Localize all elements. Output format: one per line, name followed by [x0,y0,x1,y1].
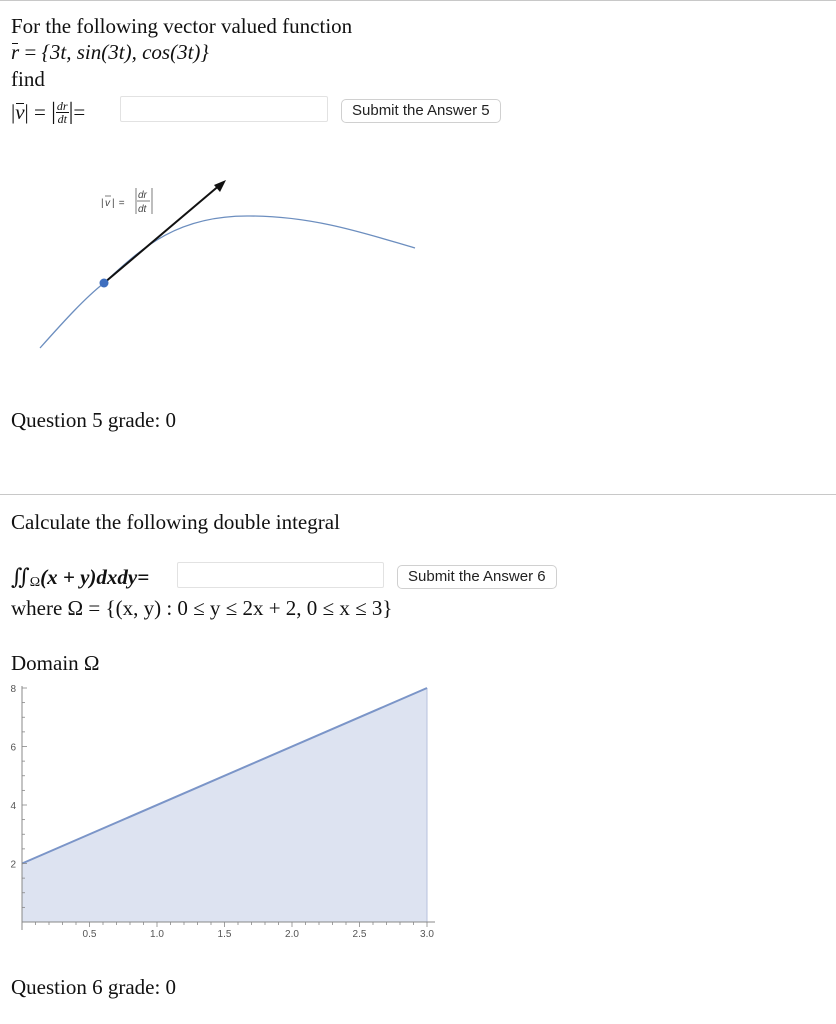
double-integral-symbol: ∬ [11,564,30,589]
dr-dt-fraction: $\frac{dr}{dt}$ [56,98,68,126]
y-tick-label: 4 [10,801,16,812]
x-tick-label: 1.5 [217,929,232,940]
svg-text:|: | [101,198,104,209]
q6-grade: Question 6 grade: 0 [11,975,177,999]
arrowhead-icon [214,180,226,192]
q6-intro: Calculate the following double integral [11,510,340,534]
svg-text:dr: dr [138,190,147,201]
y-tick-label: 8 [10,684,16,695]
q5-function: r = {3t, sin(3t), cos(3t)} [11,40,209,64]
r-vector-symbol: r [11,40,20,64]
svg-text:=: = [116,198,128,209]
integrand: (x + y)dxdy= [40,565,150,589]
answer-5-input[interactable] [120,96,328,122]
answer-6-input[interactable] [177,562,384,588]
q6-integral [11,563,149,591]
svg-text:|: | [112,198,115,209]
q5-find: find [11,67,45,91]
q5-intro: For the following vector valued function [11,14,353,38]
q5-prompt: | v | = | $\frac{dr}{dt}$ | = [11,98,86,126]
x-tick-label: 3.0 [420,929,434,940]
curve-r-t [40,216,415,348]
domain-title: Domain Ω [11,651,100,675]
domain-chart [0,676,450,946]
y-tick-label: 6 [10,742,16,754]
x-tick-label: 0.5 [82,929,97,940]
svg-text:v: v [105,198,110,209]
svg-text:dt: dt [138,204,147,215]
x-tick-label: 1.0 [150,929,164,940]
domain-region [22,688,427,922]
domain-definition: where Ω = {(x, y) : 0 ≤ y ≤ 2x + 2, 0 ≤ x ≤ 3} [11,596,393,620]
tangent-vector-figure [0,170,440,360]
q5-grade: Question 5 grade: 0 [11,408,177,432]
x-tick-label: 2.5 [352,929,367,940]
question-divider [0,494,836,495]
x-tick-label: 2.0 [285,929,299,940]
y-tick-label: 2 [10,859,16,871]
figure-speed-label [101,188,152,215]
top-divider [0,0,836,1]
submit-answer-5-button[interactable]: Submit the Answer 5 [341,99,501,123]
curve-point [100,279,109,288]
submit-answer-6-button[interactable]: Submit the Answer 6 [397,565,557,589]
q5-function-rhs: {3t, sin(3t), cos(3t)} [41,40,209,64]
omega-subscript: Ω [29,575,41,590]
